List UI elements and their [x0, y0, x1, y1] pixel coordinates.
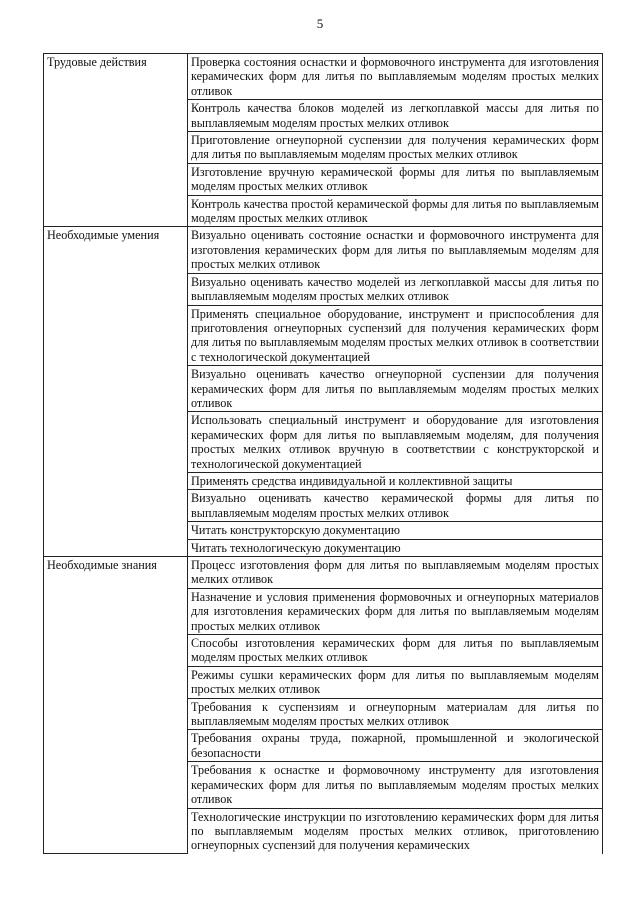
competency-table [43, 53, 603, 854]
table-cell: Контроль качества блоков моделей из легкоплавкой массы для литья по выплавляемым моделям простых мелких отливок [188, 100, 603, 132]
table-cell: Читать технологическую документацию [188, 539, 603, 556]
table-cell: Приготовление огнеупорной суспензии для получения керамических форм для литья по выплавляемым моделям простых мелких отливок [188, 132, 603, 164]
table-cell: Требования к оснастке и формовочному инструменту для изготовления керамических форм для литья по выплавляемым моделям простых мелких отливок [188, 762, 603, 808]
table-cell: Применять специальное оборудование, инструмент и приспособления для приготовления огнеупорных суспензий для получения керамических форм для литья по выплавляемым моделям простых мелких отливок в соответствии с технологической документацией [188, 305, 603, 366]
table-cell: Визуально оценивать качество керамической формы для литья по выплавляемым моделям простых мелких отливок [188, 490, 603, 522]
table-cell: Визуально оценивать качество моделей из легкоплавкой массы для литья по выплавляемым моделям простых мелких отливок [188, 273, 603, 305]
table-cell: Технологические инструкции по изготовлению керамических форм для литья по выплавляемым моделям простых мелких отливок, приготовлению огнеупорных суспензий для получения керамических [188, 808, 603, 854]
section-label-required-skills: Необходимые умения [44, 227, 188, 557]
table-cell: Проверка состояния оснастки и формовочного инструмента для изготовления керамических форм для литья по выплавляемым моделям простых мелких отливок [188, 54, 603, 100]
section-label-required-knowledge: Необходимые знания [44, 557, 188, 854]
table-row [44, 557, 603, 589]
table-cell: Применять средства индивидуальной и коллективной защиты [188, 472, 603, 489]
table-cell: Процесс изготовления форм для литья по выплавляемым моделям простых мелких отливок [188, 557, 603, 589]
table-cell: Требования охраны труда, пожарной, промышленной и экологической безопасности [188, 730, 603, 762]
table-cell: Назначение и условия применения формовочных и огнеупорных материалов для изготовления керамических форм для литья по выплавляемым моделям простых мелких отливок [188, 588, 603, 634]
table-row [44, 54, 603, 100]
section-label-labor-actions: Трудовые действия [44, 54, 188, 227]
table-cell: Визуально оценивать состояние оснастки и формовочного инструмента для изготовления керамических форм для литья по выплавляемым моделям для простых мелких отливок [188, 227, 603, 273]
table-cell: Способы изготовления керамических форм для литья по выплавляемым моделям простых мелких отливок [188, 635, 603, 667]
page-number: 5 [316, 16, 324, 31]
table-cell: Требования к суспензиям и огнеупорным материалам для литья по выплавляемым моделям простых мелких отливок [188, 698, 603, 730]
table-cell: Визуально оценивать качество огнеупорной суспензии для получения керамических форм для литья по выплавляемым моделям простых мелких отливок [188, 366, 603, 412]
table-cell: Читать конструкторскую документацию [188, 522, 603, 539]
table-cell: Контроль качества простой керамической формы для литья по выплавляемым моделям простых мелких отливок [188, 195, 603, 227]
table-row [44, 227, 603, 273]
table-cell: Использовать специальный инструмент и оборудование для изготовления керамических форм для литья по выплавляемым моделям, для получения простых мелких отливок вручную в соответствии с конструкторской и технологической документацией [188, 412, 603, 473]
table-cell: Изготовление вручную керамической формы для литья по выплавляемым моделям простых мелких отливок [188, 163, 603, 195]
table-cell: Режимы сушки керамических форм для литья по выплавляемым моделям простых мелких отливок [188, 666, 603, 698]
